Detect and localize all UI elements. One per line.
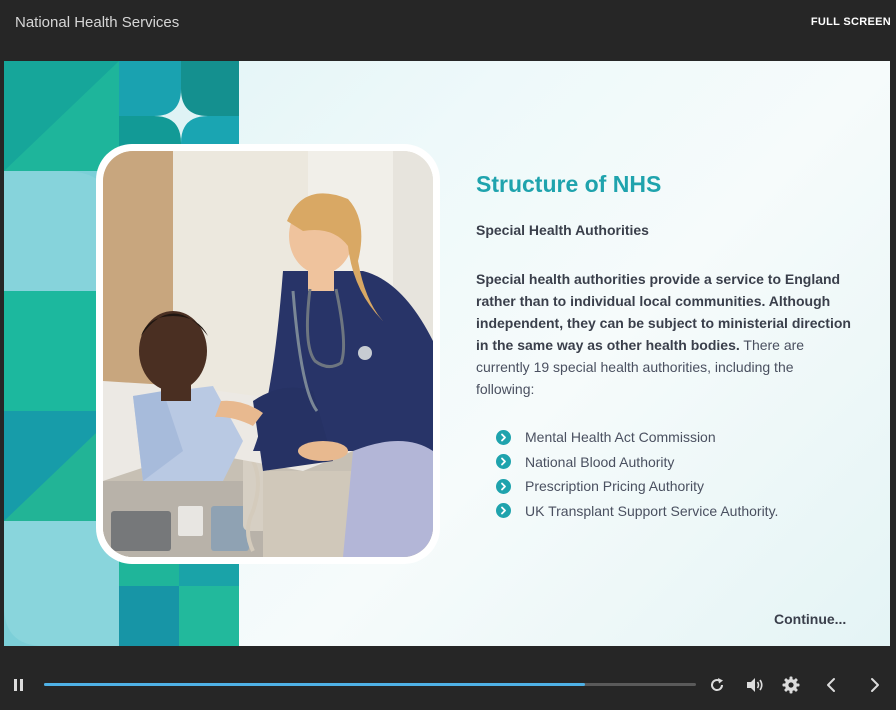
list-item [496,474,778,499]
slide-stage [4,61,890,646]
list-item-label: Prescription Pricing Authority [525,478,704,495]
nurse-patient-photo [103,151,433,557]
app-title: National Health Services [15,14,180,31]
list-item-label: UK Transplant Support Service Authority. [525,502,779,519]
top-bar [0,0,896,48]
list-item [496,499,778,524]
list-item-label: National Blood Authority [525,453,675,470]
player-controls [0,660,896,710]
progress-bar[interactable] [44,683,696,686]
slide-body-text [476,268,852,400]
list-item [496,450,778,475]
settings-icon[interactable] [781,675,801,695]
list-item [496,425,778,450]
chevron-right-circle-icon [496,454,511,469]
slide-heading: Structure of NHS [476,171,662,197]
next-icon[interactable] [865,675,885,695]
slide-subheading: Special Health Authorities [476,222,649,238]
full-screen-button[interactable]: FULL SCREEN [810,16,891,28]
prev-icon[interactable] [821,675,841,695]
chevron-right-circle-icon [496,479,511,494]
pause-icon[interactable] [9,675,29,695]
replay-icon[interactable] [707,675,727,695]
volume-icon[interactable] [745,675,765,695]
body-bold-text: Special health authorities provide a service to England rather than to individual local communities. Although independent, they can be subject to ministerial direction in the same way as other health bodies. [476,271,851,353]
list-item-label: Mental Health Act Commission [525,429,716,446]
chevron-right-circle-icon [496,430,511,445]
chevron-right-circle-icon [496,503,511,518]
progress-fill [44,683,585,686]
body-regular-text: There are currently 19 special health authorities, including the following: [476,337,805,397]
authority-list [496,425,778,523]
continue-button[interactable]: Continue... [774,611,847,627]
